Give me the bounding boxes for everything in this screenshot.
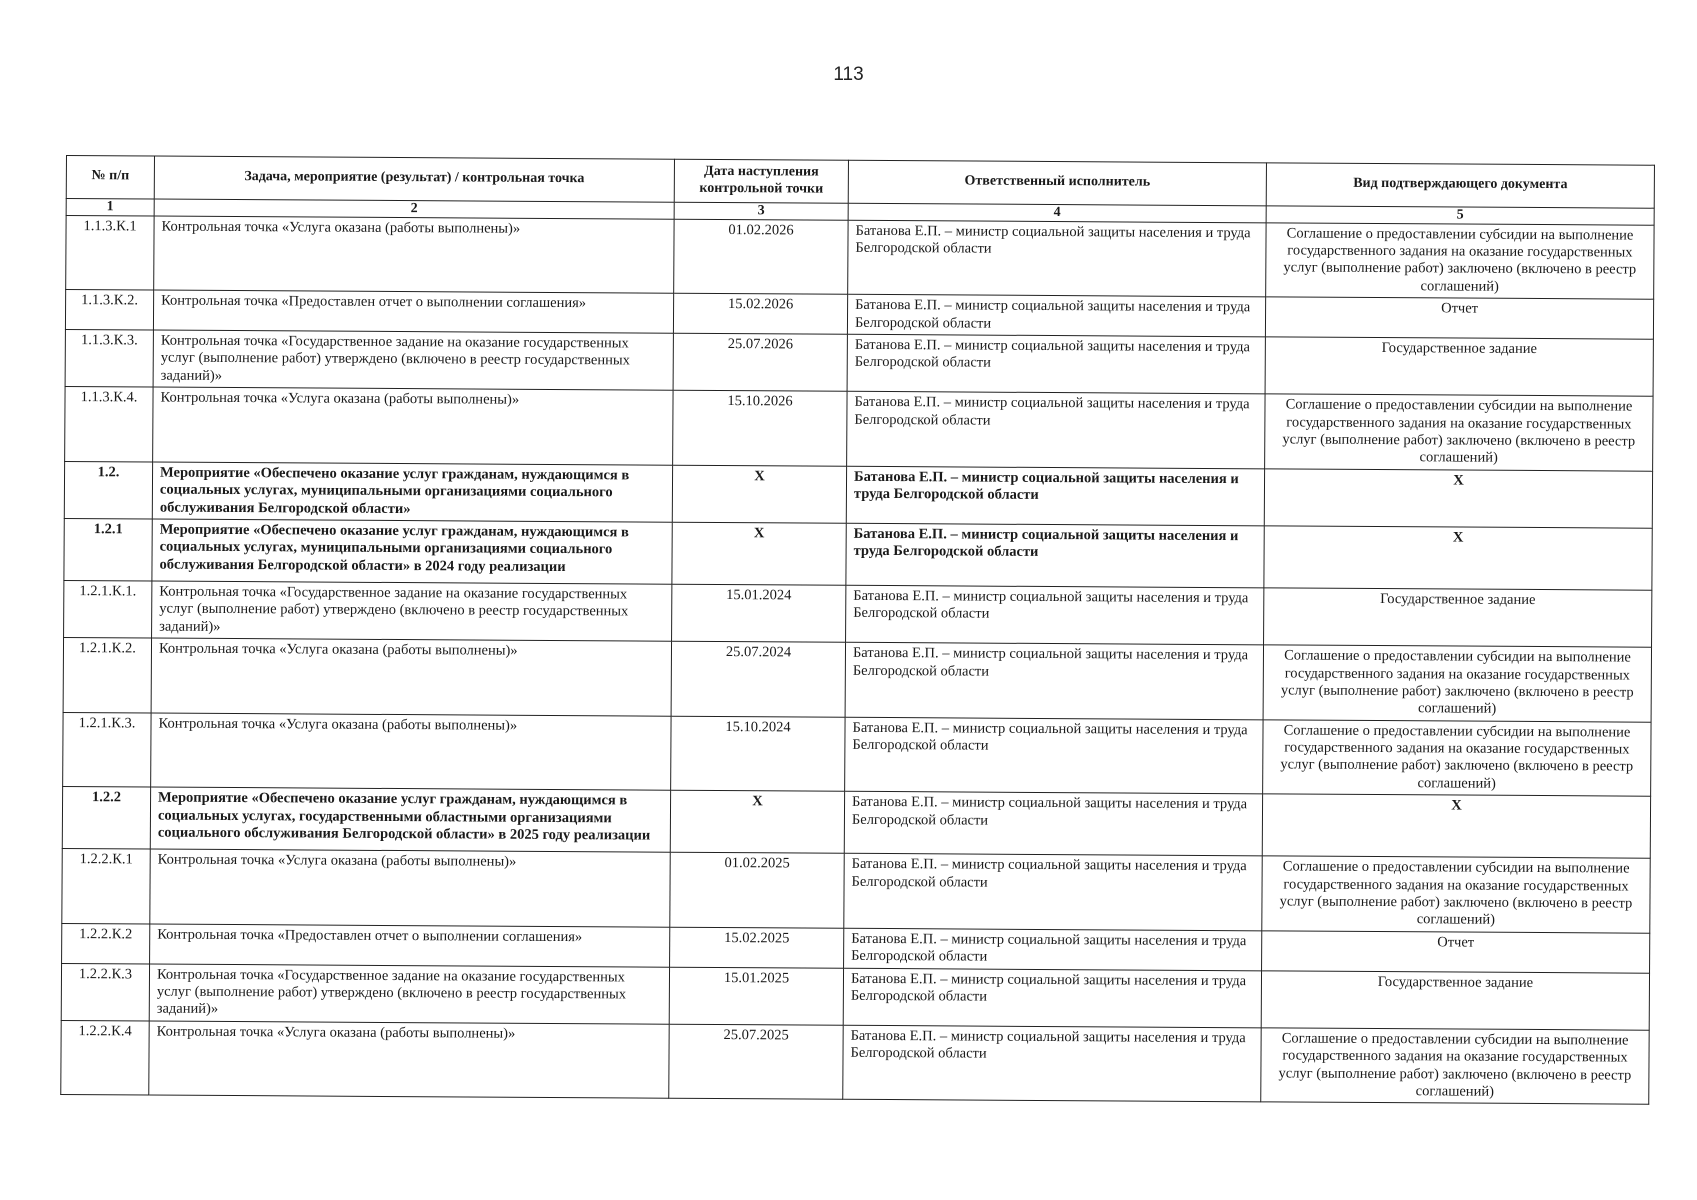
row-number: 1.1.3.К.2. — [65, 290, 153, 330]
column-number: 3 — [674, 202, 848, 220]
row-number: 1.2.1.К.3. — [63, 712, 151, 787]
control-points-table — [60, 155, 1655, 1105]
row-executor: Батанова Е.П. – министр социальной защиты населения и труда Белгородской области — [845, 642, 1263, 719]
row-document: Соглашение о предоставлении субсидии на выполнение государственного задания на оказание государственных услуг (выполнение работ) заключено (включено в реестр соглашений) — [1262, 856, 1650, 933]
page-number: 113 — [833, 64, 864, 85]
row-document: Соглашение о предоставлении субсидии на выполнение государственного задания на оказание государственных услуг (выполнение работ) заключено (включено в реестр соглашений) — [1265, 394, 1653, 471]
row-task: Контрольная точка «Государственное задание на оказание государственных услуг (выполнение работ) утверждено (включено в реестр государственных заданий)» — [149, 964, 669, 1024]
row-document: X — [1264, 469, 1652, 529]
table-row — [65, 330, 1653, 397]
row-date: 15.02.2025 — [670, 927, 844, 968]
row-date: X — [672, 522, 846, 585]
row-task: Контрольная точка «Государственное задание на оказание государственных услуг (выполнение работ) утверждено (включено в реестр государственных заданий)» — [152, 581, 672, 641]
row-number: 1.1.3.К.3. — [65, 330, 153, 388]
row-date: 01.02.2026 — [674, 219, 848, 295]
table-row — [65, 387, 1653, 471]
column-number: 5 — [1266, 205, 1654, 224]
row-task: Мероприятие «Обеспечено оказание услуг гражданам, нуждающимся в социальных услугах, государственными областными организациями социального обслуживания Белгородской области» в 2025 году реализации — [150, 787, 670, 852]
row-task: Контрольная точка «Услуга оказана (работы выполнены)» — [149, 1021, 669, 1099]
table-row — [61, 1020, 1649, 1104]
row-executor: Батанова Е.П. – министр социальной защиты населения и труда Белгородской области — [846, 523, 1264, 588]
column-number: 2 — [154, 199, 674, 219]
row-date: 15.10.2024 — [671, 716, 845, 792]
row-task: Контрольная точка «Услуга оказана (работы выполнены)» — [151, 713, 671, 791]
row-date: 25.07.2025 — [669, 1024, 843, 1100]
row-executor: Батанова Е.П. – министр социальной защиты населения и труда Белгородской области — [844, 854, 1262, 931]
row-document: Отчет — [1262, 931, 1650, 973]
row-date: 15.10.2026 — [673, 390, 847, 466]
column-number: 4 — [848, 203, 1266, 223]
row-document: X — [1262, 794, 1650, 858]
column-number: 1 — [66, 198, 154, 216]
row-executor: Батанова Е.П. – министр социальной защиты населения и труда Белгородской области — [848, 220, 1266, 297]
row-date: 25.07.2026 — [673, 333, 847, 391]
row-document: Государственное задание — [1261, 970, 1649, 1030]
row-task: Контрольная точка «Предоставлен отчет о выполнении соглашения» — [153, 290, 673, 333]
row-date: X — [670, 790, 844, 853]
row-executor: Батанова Е.П. – министр социальной защиты населения и труда Белгородской области — [847, 391, 1265, 468]
header-executor: Ответственный исполнитель — [848, 160, 1266, 205]
row-date: 15.01.2025 — [669, 967, 843, 1025]
header-number: № п/п — [66, 156, 154, 199]
row-executor: Батанова Е.П. – министр социальной защиты населения и труда Белгородской области — [847, 295, 1265, 337]
row-executor: Батанова Е.П. – министр социальной защиты населения и труда Белгородской области — [843, 1025, 1261, 1102]
row-document: Соглашение о предоставлении субсидии на выполнение государственного задания на оказание государственных услуг (выполнение работ) заключено (включено в реестр соглашений) — [1261, 1028, 1649, 1105]
header-date: Дата наступления контрольной точки — [674, 159, 848, 203]
row-number: 1.1.3.К.4. — [65, 387, 153, 462]
row-document: Соглашение о предоставлении субсидии на выполнение государственного задания на оказание государственных услуг (выполнение работ) заключено (включено в реестр соглашений) — [1263, 645, 1651, 722]
row-date: X — [672, 465, 846, 523]
row-task: Контрольная точка «Государственное задание на оказание государственных услуг (выполнение работ) утверждено (включено в реестр государственных заданий)» — [153, 330, 673, 390]
row-document: Государственное задание — [1265, 337, 1653, 397]
row-number: 1.2.2.К.4 — [61, 1020, 149, 1095]
row-task: Контрольная точка «Предоставлен отчет о выполнении соглашения» — [150, 924, 670, 967]
header-task: Задача, мероприятие (результат) / контрольная точка — [154, 156, 674, 202]
row-task: Контрольная точка «Услуга оказана (работы выполнены)» — [154, 216, 674, 294]
row-date: 15.01.2024 — [672, 584, 846, 642]
row-executor: Батанова Е.П. – министр социальной защиты населения и труда Белгородской области — [843, 968, 1261, 1028]
row-executor: Батанова Е.П. – министр социальной защиты населения и труда Белгородской области — [846, 466, 1264, 526]
table-row — [64, 518, 1652, 590]
row-executor: Батанова Е.П. – министр социальной защиты населения и труда Белгородской области — [846, 585, 1264, 645]
row-number: 1.2.1 — [64, 518, 152, 581]
row-number: 1.2.2.К.2 — [62, 923, 150, 963]
row-date: 25.07.2024 — [671, 641, 845, 717]
row-document: Отчет — [1265, 297, 1653, 339]
row-number: 1.2.2.К.3 — [61, 963, 149, 1021]
table-row — [64, 580, 1652, 647]
table-header — [66, 156, 1654, 225]
row-number: 1.2. — [64, 461, 152, 519]
row-number: 1.2.2 — [62, 787, 150, 850]
row-task: Контрольная точка «Услуга оказана (работы выполнены)» — [153, 387, 673, 465]
table-row — [62, 849, 1650, 933]
table-row — [63, 638, 1651, 722]
table-row — [64, 461, 1652, 528]
header-document: Вид подтверждающего документа — [1266, 163, 1654, 208]
row-number: 1.2.2.К.1 — [62, 849, 150, 924]
table-row — [66, 215, 1654, 299]
row-document: Соглашение о предоставлении субсидии на выполнение государственного задания на оказание государственных услуг (выполнение работ) заключено (включено в реестр соглашений) — [1263, 719, 1651, 796]
row-document: X — [1264, 526, 1652, 590]
row-date: 01.02.2025 — [670, 852, 844, 928]
table-row — [63, 712, 1651, 796]
row-executor: Батанова Е.П. – министр социальной защиты населения и труда Белгородской области — [845, 717, 1263, 794]
row-date: 15.02.2026 — [673, 293, 847, 334]
table-row — [62, 787, 1650, 859]
row-number: 1.1.3.К.1 — [66, 215, 154, 290]
row-task: Контрольная точка «Услуга оказана (работы выполнены)» — [151, 638, 671, 716]
table-body — [61, 215, 1654, 1104]
row-executor: Батанова Е.П. – министр социальной защиты населения и труда Белгородской области — [844, 928, 1262, 970]
row-task: Мероприятие «Обеспечено оказание услуг гражданам, нуждающимся в социальных услугах, муниципальными организациями социального обслуживания Белгородской области» — [152, 462, 672, 522]
row-task: Мероприятие «Обеспечено оказание услуг гражданам, нуждающимся в социальных услугах, муниципальными организациями социального обслуживания Белгородской области» в 2024 году реализации — [152, 519, 672, 584]
row-number: 1.2.1.К.2. — [63, 638, 151, 713]
control-points-table-wrapper — [60, 155, 1654, 1105]
row-executor: Батанова Е.П. – министр социальной защиты населения и труда Белгородской области — [847, 334, 1265, 394]
row-executor: Батанова Е.П. – министр социальной защиты населения и труда Белгородской области — [844, 792, 1262, 857]
row-task: Контрольная точка «Услуга оказана (работы выполнены)» — [150, 849, 670, 927]
row-document: Соглашение о предоставлении субсидии на выполнение государственного задания на оказание государственных услуг (выполнение работ) заключено (включено в реестр соглашений) — [1266, 223, 1654, 300]
table-row — [61, 963, 1649, 1030]
row-number: 1.2.1.К.1. — [64, 580, 152, 638]
row-document: Государственное задание — [1264, 588, 1652, 648]
